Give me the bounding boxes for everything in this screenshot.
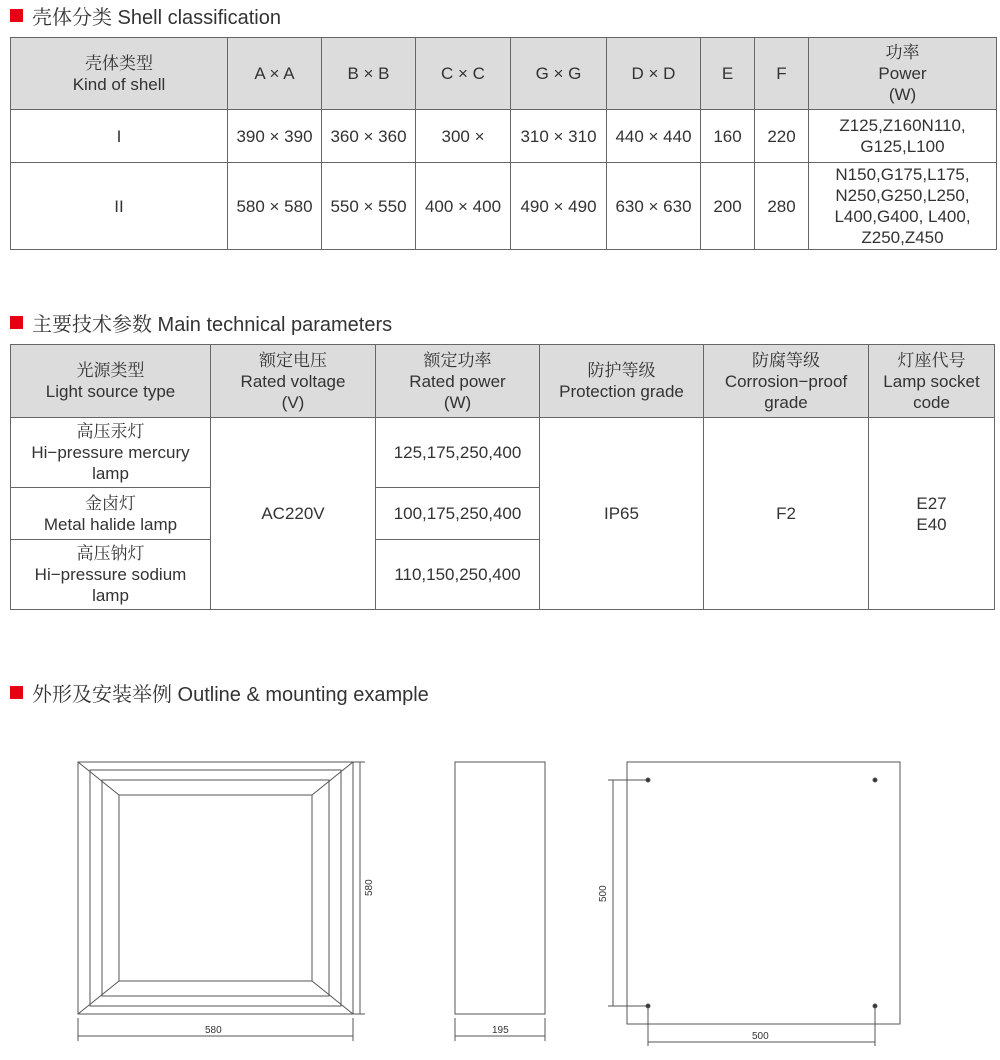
header-f: F (755, 38, 809, 110)
header-power-en: Rated power (409, 371, 506, 391)
cell-g: 490 × 490 (511, 163, 607, 250)
front-width-label: 580 (205, 1025, 222, 1036)
cell-e: 160 (701, 110, 755, 163)
power-line: G125,L100 (860, 137, 945, 156)
lamp-name-en: Hi−pressure mercury (31, 443, 190, 462)
lamp-name-en: Hi−pressure sodium (34, 565, 187, 584)
technical-parameters-table (10, 344, 995, 610)
header-corrosion-en: Corrosion−proof (724, 371, 848, 391)
section-title-shell (10, 0, 281, 30)
header-c: C × C (416, 38, 511, 110)
side-view-drawing (455, 762, 545, 1041)
cell-lamp-mercury (11, 418, 211, 488)
section-marker-icon (10, 686, 23, 699)
lamp-name-en2: lamp (92, 586, 129, 605)
cell-d: 630 × 630 (607, 163, 701, 250)
header-protection-en: Protection grade (559, 382, 684, 401)
side-depth-label: 195 (492, 1025, 509, 1036)
lamp-name-en2: lamp (92, 464, 129, 483)
section-marker-icon (10, 9, 23, 22)
cell-corrosion: F2 (704, 418, 869, 610)
header-d: D × D (607, 38, 701, 110)
header-socket-cn: 灯座代号 (897, 350, 966, 370)
header-b: B × B (322, 38, 416, 110)
section-title-params (10, 307, 392, 337)
header-power-unit: (W) (443, 392, 472, 412)
header-voltage-en: Rated voltage (240, 371, 346, 391)
shell-table-header-row (11, 38, 997, 110)
cell-power-sodium: 110,150,250,400 (376, 540, 540, 610)
header-protection-grade (540, 345, 704, 418)
header-rated-power (376, 345, 540, 418)
params-table-header-row (11, 345, 995, 418)
power-line: N150,G175,L175, (835, 165, 970, 184)
mounting-hole-icon (873, 778, 877, 782)
header-power-unit: (W) (888, 85, 917, 104)
cell-g: 310 × 310 (511, 110, 607, 163)
header-protection-cn: 防护等级 (587, 361, 656, 380)
front-view-drawing (78, 762, 375, 1041)
cell-c: 300 × (416, 110, 511, 163)
cell-kind: II (11, 163, 228, 250)
header-rated-voltage (211, 345, 376, 418)
cell-d: 440 × 440 (607, 110, 701, 163)
power-line: L400,G400, L400, (834, 207, 971, 226)
header-voltage-cn: 额定电压 (259, 350, 327, 370)
header-corrosion-cn: 防腐等级 (752, 350, 820, 370)
cell-e: 200 (701, 163, 755, 250)
outline-drawings (0, 740, 1000, 1052)
shell-classification-table (10, 37, 997, 250)
cell-power (809, 163, 997, 250)
mounting-hole-icon (646, 778, 650, 782)
back-hole-height-label: 500 (598, 885, 609, 902)
header-voltage-unit: (V) (281, 392, 305, 412)
socket-code: E27 (916, 493, 947, 513)
header-kind-of-shell (11, 38, 228, 110)
power-line: Z125,Z160N110, (839, 116, 966, 135)
cell-power-metal-halide: 100,175,250,400 (376, 488, 540, 540)
power-line: Z250,Z450 (861, 228, 944, 247)
header-corrosion-en2: grade (764, 392, 808, 412)
cell-voltage: AC220V (211, 418, 376, 610)
header-socket-en: Lamp socket (883, 371, 980, 391)
cell-socket (869, 418, 995, 610)
header-kind-cn: 壳体类型 (85, 53, 153, 73)
cell-lamp-metal-halide (11, 488, 211, 540)
cell-b: 550 × 550 (322, 163, 416, 250)
header-light-en: Light source type (45, 382, 176, 401)
lamp-name-cn: 金卤灯 (85, 493, 136, 513)
socket-code: E40 (916, 514, 947, 534)
cell-lamp-sodium (11, 540, 211, 610)
back-hole-width-label: 500 (752, 1031, 769, 1042)
mounting-hole-icon (646, 1004, 650, 1008)
cell-power-mercury: 125,175,250,400 (376, 418, 540, 488)
header-lamp-socket (869, 345, 995, 418)
section-title-params-text: 主要技术参数 Main technical parameters (32, 313, 393, 336)
section-title-shell-text: 壳体分类 Shell classification (32, 6, 281, 29)
header-a: A × A (228, 38, 322, 110)
lamp-name-cn: 高压钠灯 (76, 544, 145, 563)
section-marker-icon (10, 316, 23, 329)
cell-kind: I (11, 110, 228, 163)
cell-protection: IP65 (540, 418, 704, 610)
lamp-name-en: Metal halide lamp (43, 514, 178, 534)
cell-a: 580 × 580 (228, 163, 322, 250)
cell-b: 360 × 360 (322, 110, 416, 163)
front-height-label: 580 (364, 879, 375, 896)
header-power (809, 38, 997, 110)
power-line: N250,G250,L250, (835, 186, 970, 205)
header-e: E (701, 38, 755, 110)
cell-f: 280 (755, 163, 809, 250)
header-corrosion-grade (704, 345, 869, 418)
header-power-cn: 功率 (885, 43, 920, 62)
header-power-en: Power (878, 64, 927, 83)
section-title-outline (10, 677, 429, 707)
header-kind-en: Kind of shell (72, 74, 166, 94)
header-light-source (11, 345, 211, 418)
header-power-cn: 额定功率 (423, 350, 492, 370)
table-row (11, 110, 997, 163)
table-row (11, 418, 995, 488)
header-g: G × G (511, 38, 607, 110)
header-socket-en2: code (913, 392, 950, 412)
cell-a: 390 × 390 (228, 110, 322, 163)
cell-power (809, 110, 997, 163)
mounting-hole-icon (873, 1004, 877, 1008)
cell-c: 400 × 400 (416, 163, 511, 250)
section-title-outline-text: 外形及安装举例 Outline & mounting example (32, 683, 429, 706)
cell-f: 220 (755, 110, 809, 163)
table-row (11, 163, 997, 250)
lamp-name-cn: 高压汞灯 (76, 422, 145, 441)
header-light-cn: 光源类型 (76, 361, 145, 380)
back-view-drawing (598, 762, 900, 1046)
